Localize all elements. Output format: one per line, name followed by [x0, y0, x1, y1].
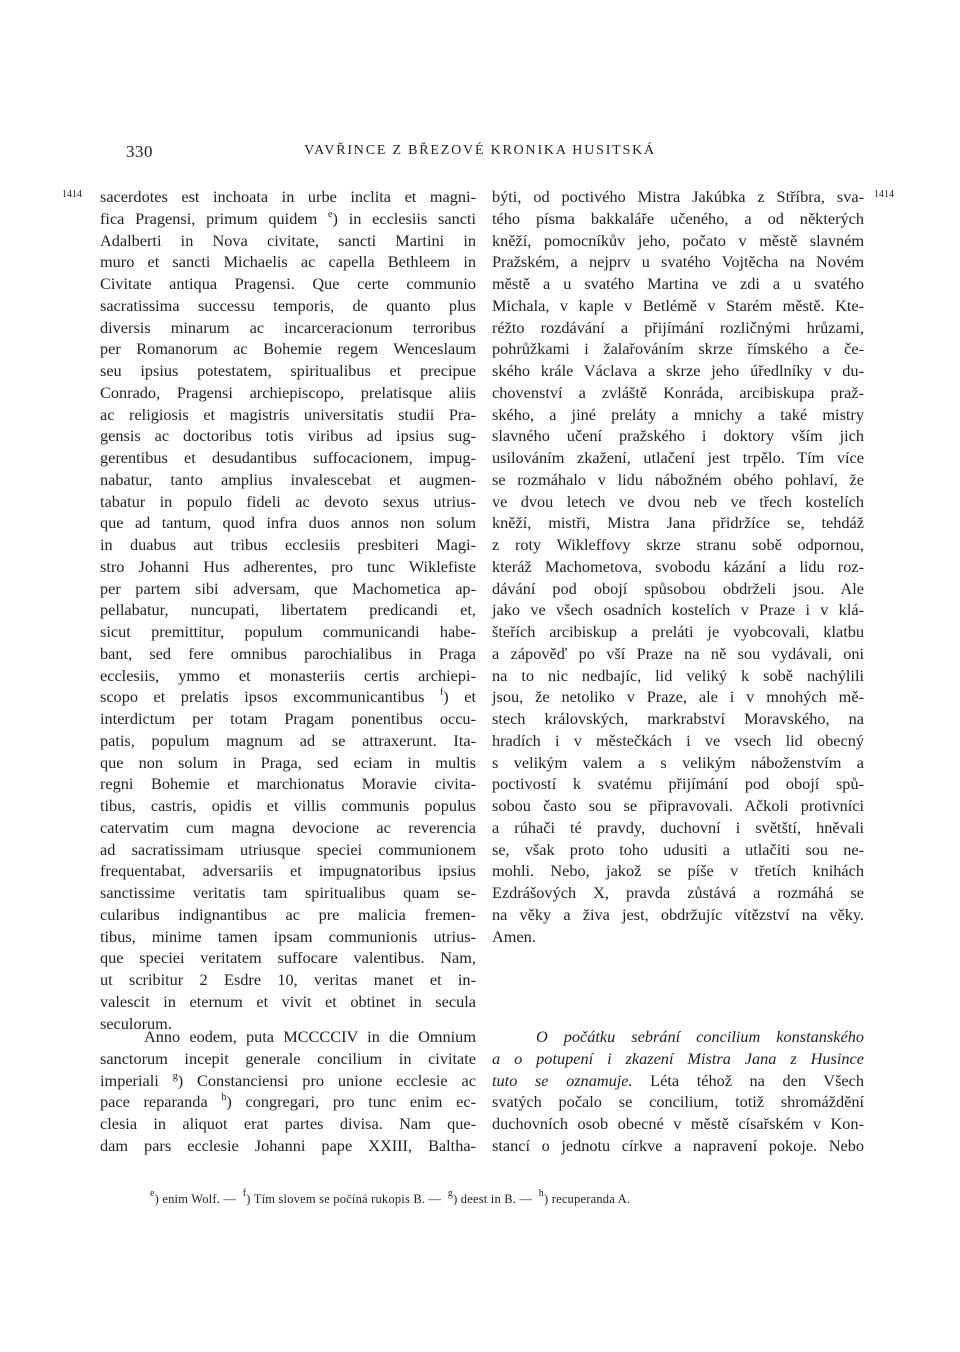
text-line: valescit in eternum et vivit et obtinet in secula	[100, 991, 476, 1011]
footnote-marker: g	[447, 1188, 454, 1199]
text-line: per Romanorum ac Bohemie regem Wenceslaum	[100, 339, 476, 359]
text-line: pohrůžkami i žalařováním skrze římského a če-	[492, 339, 864, 359]
footnote-text: Tím slovem se počíná rukopis B. —	[253, 1192, 442, 1206]
text-line: ve dvou letech ve dvou neb ve třech kostelích	[492, 491, 864, 511]
text-line: per partem sibi adversam, que Machometica ap-	[100, 578, 476, 598]
text-line: patis, populum magnum ad se attraxerunt. Ita-	[100, 730, 476, 750]
text-line: Amen.	[492, 926, 536, 946]
text-fragment: scopo et prelatis ipsos excommunicantibus	[100, 687, 425, 707]
text-line: catervatim cum magna devocione ac reverencia	[100, 817, 476, 837]
text-fragment: imperiali	[100, 1070, 159, 1090]
text-line: duchovních osob obecné v městě císařském v Kon-	[492, 1114, 864, 1133]
text-line: poctivostí k svatému přijímání pod obojí spů-	[492, 774, 864, 794]
text-line: réžto rozdávání a přijímání rozličnými hrůzami,	[492, 317, 864, 337]
text-line: jako ve všech osadních kostelích v Praze i v klá-	[492, 600, 864, 620]
text-line: Michala, v kaple v Betlémě v Starém městě. Kte-	[492, 295, 864, 315]
text-line: ecclesiis, ymmo et monasteriis certis archiepi-	[100, 665, 476, 685]
text-line: Pražském, a nejprv u svatého Vojtěcha na Novém	[492, 252, 864, 272]
text-line: Civitate antiqua Pragensi. Que certe communio	[100, 274, 476, 293]
margin-year-right: 1414	[874, 189, 894, 200]
text-fragment: Constanciensi pro unione ecclesie ac	[197, 1070, 477, 1090]
text-line: tabatur in populo fideli ac devoto sexus utrius-	[100, 491, 476, 511]
text-line: a zápověď po vší Praze na ně sou vydávali, oni	[492, 643, 864, 663]
section-heading-line: O počátku sebrání concilium konstanského	[536, 1027, 864, 1046]
footnote-marker: f	[242, 1188, 247, 1199]
text-line: sobou často sou se připravovali. Ačkoli protivníci	[492, 796, 864, 815]
text-line: na věky a živa jest, obdržujíc vítězství na věky.	[492, 904, 864, 924]
footnote-text: recuperanda A.	[551, 1192, 631, 1206]
text-line: scopo et prelatis ipsos excommunicantibus $^f$) et	[100, 687, 477, 707]
text-line: dávání pod obojí spůsobou obdrželi jsou. Ale	[492, 578, 864, 598]
text-fragment: congregari, pro tunc enim ec-	[245, 1092, 477, 1112]
latin-concilium-paragraph	[100, 1026, 476, 1157]
text-line: Anno eodem, puta MCCCCIV in die Omnium	[144, 1027, 476, 1046]
text-line: ského, a jiné preláty a mnichy a také mistry	[492, 404, 864, 424]
text-line: sanctissime veritatis tam spiritualibus quam se-	[100, 883, 476, 902]
text-line: na to nic nedbajíc, lid veliký k sobě nachýlili	[492, 665, 864, 685]
text-line: fica Pragensi, primum quidem $^e$) in ecclesiis sancti	[100, 208, 477, 228]
text-fragment: in ecclesiis sancti	[348, 208, 477, 228]
text-line: kněží, pomocníkův jeho, počato v městě slavném	[492, 230, 864, 250]
text-line	[492, 1070, 864, 1092]
footnote-marker: e	[150, 1188, 155, 1199]
text-line: nabatur, tanto amplius invalescebat et augmen-	[100, 469, 476, 489]
text-fragment: et	[464, 687, 477, 707]
text-line: que speciei veritatem suffocare valentibus. Nam,	[100, 948, 476, 968]
text-line: Adalberti in Nova civitate, sancti Martini in	[100, 230, 476, 250]
text-line: stro Johanni Hus adherentes, pro tunc Wiklefiste	[100, 556, 476, 576]
text-line: bant, sed fere omnibus parochialibus in Praga	[100, 643, 476, 663]
footnote-text: deest in B. —	[460, 1192, 533, 1206]
text-line: kteráž Machometova, svobodu kázání a lidu roz-	[492, 556, 864, 576]
text-line: que non solum in Praga, sed eciam in multis	[100, 752, 476, 772]
page-number: 330	[126, 142, 153, 161]
text-line: stancí o jednotu církve a napravení pokoje. Nebo	[492, 1135, 864, 1155]
text-line: tibus, minime tamen ipsam communionis utrius-	[100, 926, 476, 946]
text-line: diversis minarum ac incarceracionum terroribus	[100, 317, 476, 337]
text-line: Conrado, Pragensi archiepiscopo, prelatisque aliis	[100, 382, 476, 402]
footnote-marker: e	[328, 208, 333, 220]
text-line: dam pars ecclesie Johanni pape XXIII, Baltha-	[100, 1135, 476, 1155]
text-line: sacerdotes est inchoata in urbe inclita et magni-	[100, 187, 476, 206]
text-line: městě a u svatého Martina ve zdi a u svatého	[492, 274, 864, 293]
text-line: Ezdrášových X, pravda zůstává a rozmáhá se	[492, 883, 864, 902]
text-line: hradích i v městečkách i ve vsech lid obecný	[492, 730, 864, 750]
text-line: seculorum.	[100, 1013, 172, 1033]
text-line: chovenství a zvláště Konráda, arcibiskupa praž-	[492, 382, 864, 402]
text-line: ad sacratissimam utriusque speciei communionem	[100, 839, 476, 859]
text-line: slavného učení pražského i doktory vším jich	[492, 426, 864, 446]
text-fragment: pace reparanda	[100, 1092, 208, 1112]
text-line: ut scribitur 2 Esdre 10, veritas manet et in-	[100, 970, 476, 989]
text-line: clesia in aliquot erat partes divisa. Nam que-	[100, 1114, 476, 1133]
text-line: jsou, že netoliko v Praze, ale i v mnohých mě-	[492, 687, 864, 707]
text-line: tibus, castris, opidis et villis communis populus	[100, 796, 476, 815]
text-line: z roty Wikleffovy skrze stranu sobě odpornou,	[492, 535, 864, 554]
text-line: ac religiosis et magistris universitatis studii Pra-	[100, 404, 476, 424]
text-line: se, však proto toho udusiti a utlačiti sou ne-	[492, 839, 864, 859]
text-line: regni Bohemie et marchionatus Moravie civita-	[100, 774, 476, 794]
text-line: muro et sancti Michaelis ac capella Bethleem in	[100, 252, 476, 272]
footnote-marker: g	[172, 1070, 178, 1082]
text-line: que ad tantum, quod infra duos annos non solum	[100, 513, 476, 533]
text-line: svatých počalo se concilium, totiž shromáždění	[492, 1092, 864, 1112]
text-line: seu ipsius potestatem, spiritualibus et precipue	[100, 361, 476, 380]
latin-text-block	[100, 186, 476, 1034]
text-line: sacratissima successu temporis, de quanto plus	[100, 295, 476, 315]
running-title: VAVŘINCE Z BŘEZOVÉ KRONIKA HUSITSKÁ	[304, 143, 656, 158]
footnote-marker: h	[221, 1092, 227, 1104]
footnote-text: enim Wolf. —	[162, 1192, 237, 1206]
text-line: a rúhači té pravdy, duchovní i světští, hněvali	[492, 817, 864, 837]
text-line: s velikým valem a s velikým náboženstvím a	[492, 752, 864, 772]
text-line: se rozmáhalo v lidu nábožném obého pohlaví, že	[492, 469, 864, 489]
text-line: mohli. Nebo, jakož se píše v třetích knihách	[492, 861, 864, 881]
text-line: in duabus aut tribus ecclesiis presbiteri Magi-	[100, 535, 476, 554]
text-line: sanctorum incepit generale concilium in civitate	[100, 1048, 476, 1068]
margin-year-left: 1414	[62, 189, 82, 200]
section-heading-line: a o potupení i zkazení Mistra Jana z Husince	[492, 1048, 864, 1068]
text-line: stech královských, markrabství Moravského, na	[492, 709, 864, 728]
footnotes: $^e$) enim Wolf. — $^f$) Tím slovem se počíná rukopis B. — $^g$) deest in B. — $^h$) recuperanda A.	[150, 1188, 631, 1206]
text-line: gensis ac doctoribus totis viribus ad ipsius sug-	[100, 426, 476, 446]
text-line: cularibus indignantibus ac pre malicia fremen-	[100, 904, 476, 924]
section-heading-line: tuto se oznamuje.	[492, 1070, 633, 1090]
text-line: pellabatur, nuncupati, libertatem predicandi et,	[100, 600, 476, 620]
footnote-marker: f	[439, 687, 444, 699]
text-fragment: Léta téhož na den Všech	[650, 1070, 864, 1090]
text-line: gerentibus et desudantibus suffocacionem, impug-	[100, 448, 476, 467]
text-fragment: fica Pragensi, primum quidem	[100, 208, 318, 228]
text-line: sicut premittitur, populum communicandi habe-	[100, 622, 476, 641]
text-line: interdictum per totam Pragam ponentibus occu-	[100, 709, 476, 728]
footnote-marker: h	[538, 1188, 544, 1199]
text-line: ského krále Václava a skrze jeho úředlníky v du-	[492, 361, 864, 380]
text-line: imperiali $^g$) Constanciensi pro unione ecclesie ac	[100, 1070, 477, 1090]
text-line: šteřích arcibiskup a preláti je vyobcovali, klatbu	[492, 622, 864, 641]
text-line: býti, od poctivého Mistra Jakúbka z Stříbra, sva-	[492, 187, 864, 206]
czech-text-block	[492, 186, 864, 947]
text-line: tého písma bakkaláře učeného, a od některých	[492, 208, 864, 228]
czech-concilium-paragraph	[492, 1026, 864, 1157]
text-line: kněží, mistři, Mistra Jana přidržíce se, tehdáž	[492, 513, 864, 533]
text-line: usilováním zkažení, utlačení jest trpělo. Tím více	[492, 448, 864, 467]
text-line: pace reparanda $^h$) congregari, pro tunc enim ec-	[100, 1092, 477, 1112]
text-line: frequentabat, adversariis et impugnatoribus ipsius	[100, 861, 476, 881]
